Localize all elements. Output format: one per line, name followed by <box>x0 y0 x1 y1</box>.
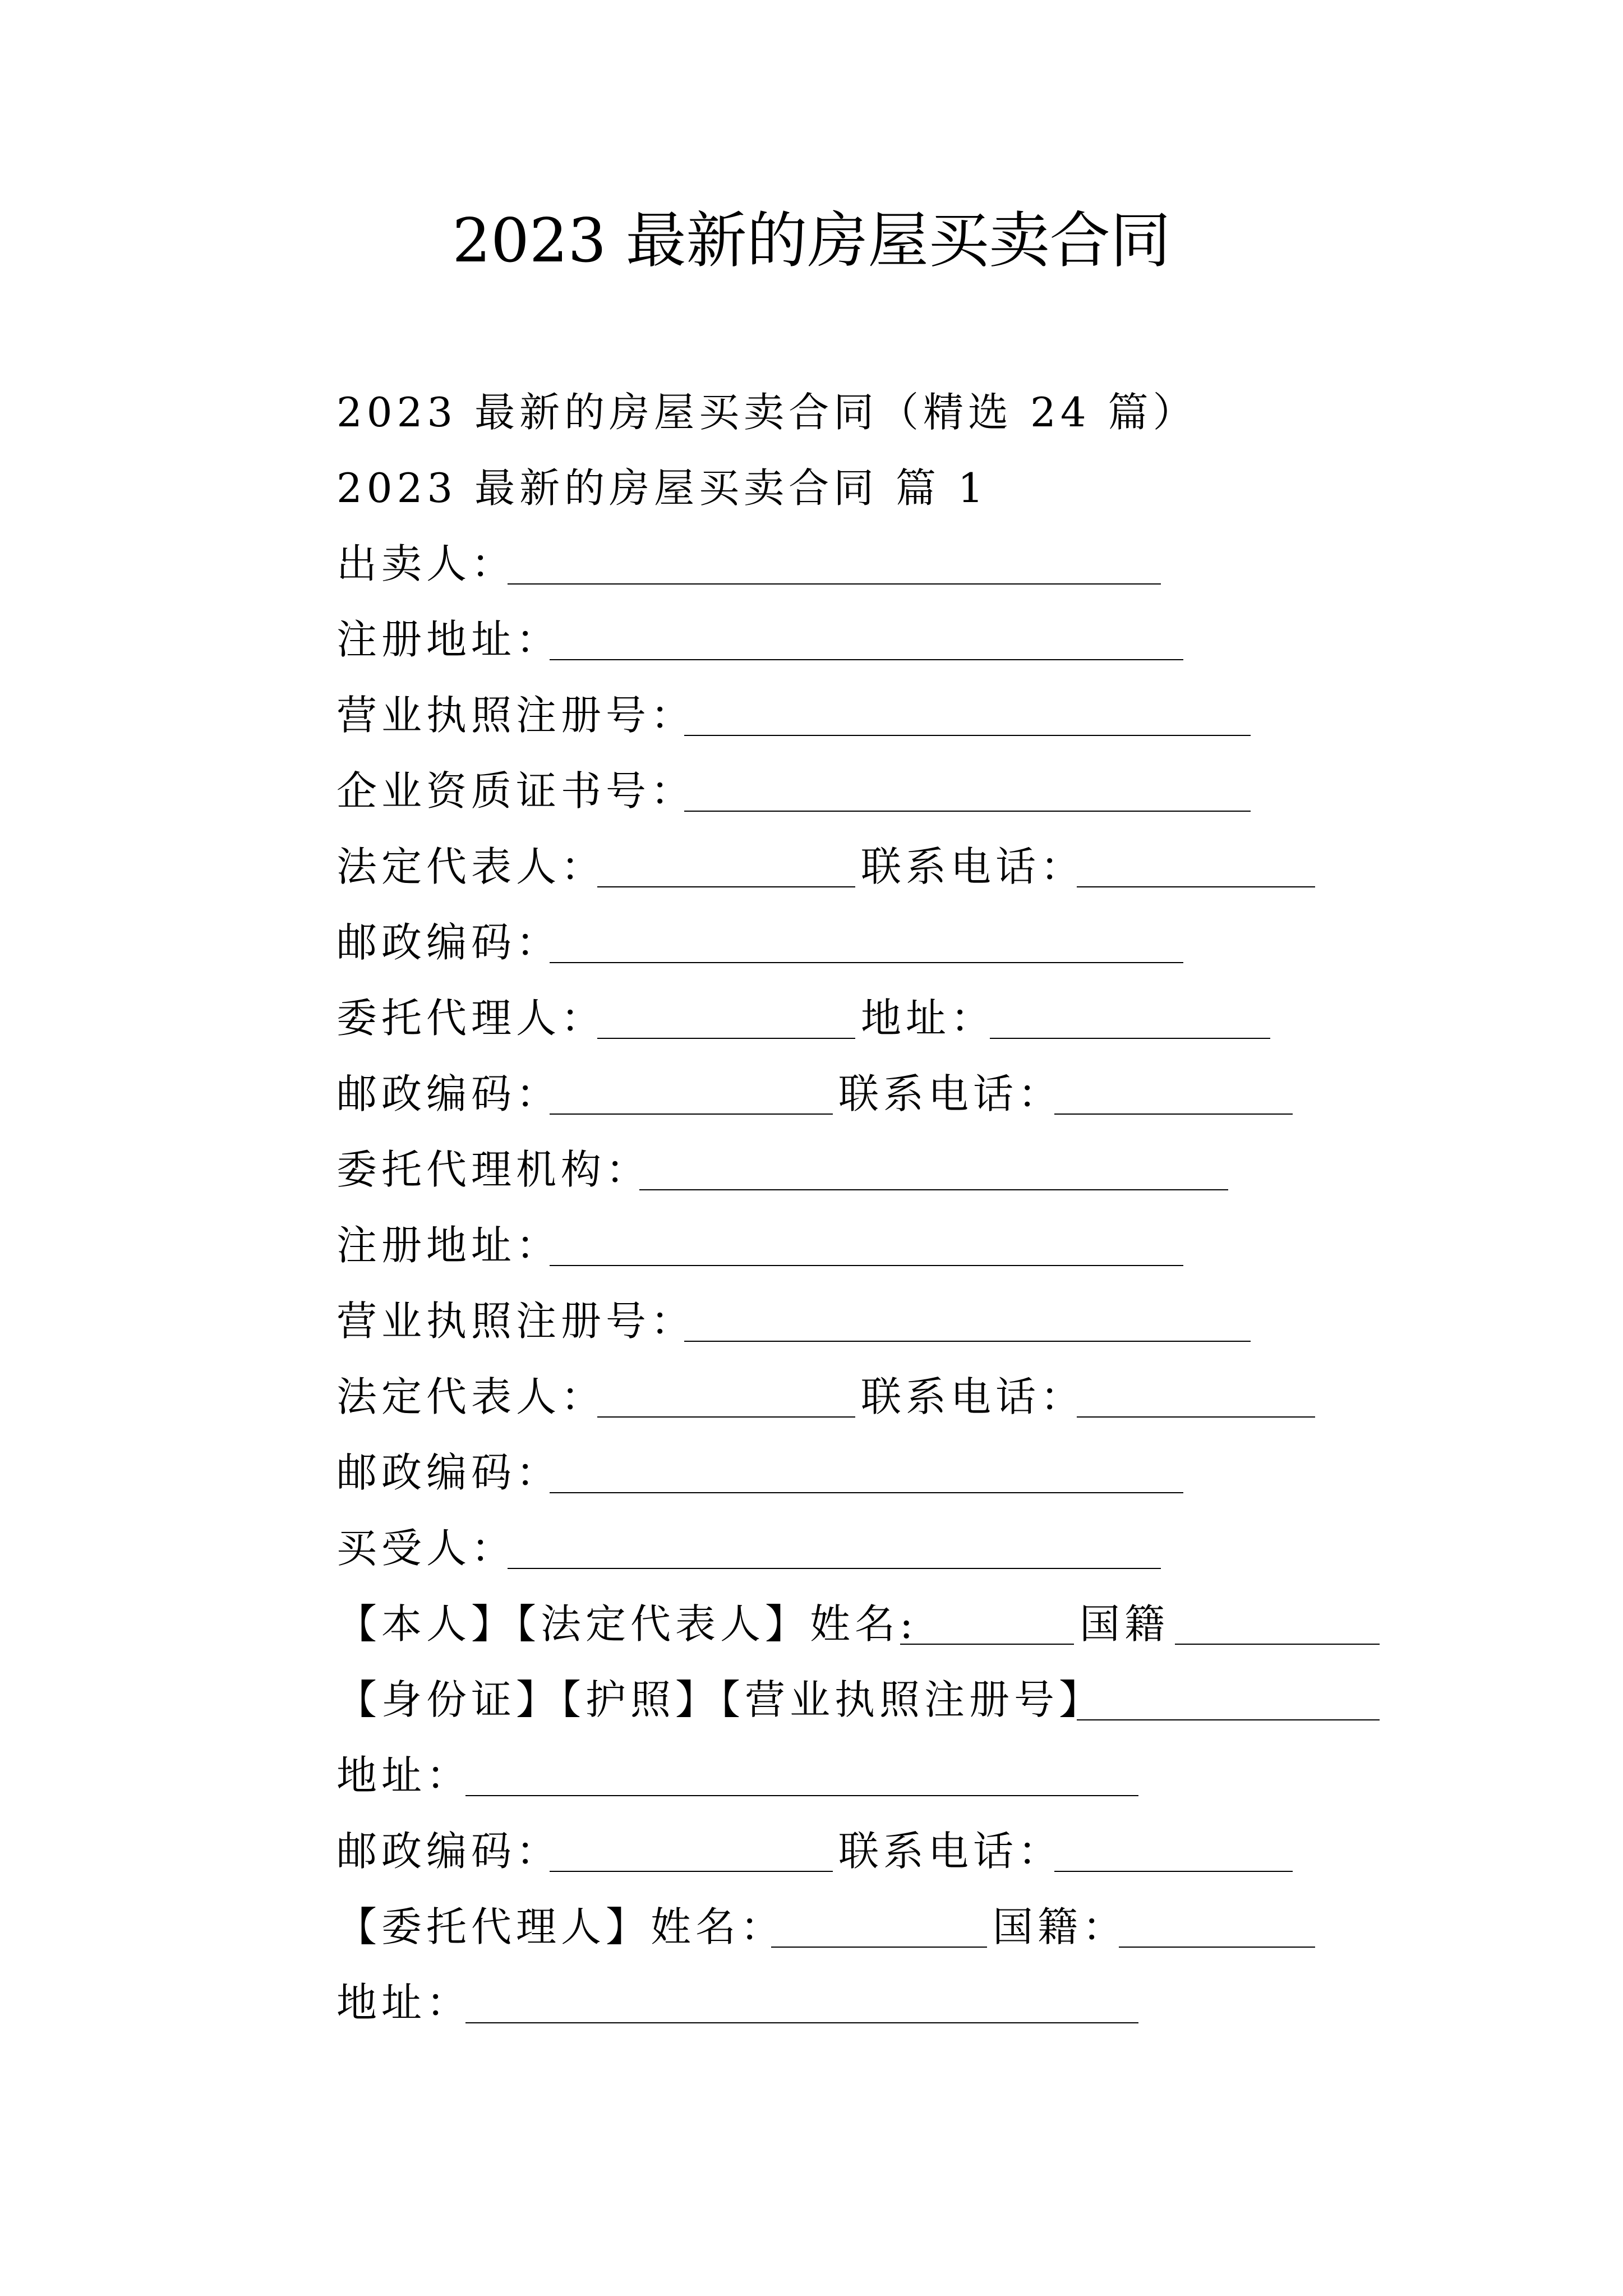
phone-blank[interactable] <box>1054 1114 1293 1115</box>
reg-address-blank[interactable] <box>550 659 1183 660</box>
address-blank[interactable] <box>990 1038 1270 1039</box>
document-title: 2023 最新的房屋买卖合同 <box>452 206 1171 276</box>
person-name-blank[interactable] <box>900 1644 1074 1645</box>
agent-blank[interactable] <box>597 1038 855 1039</box>
postcode-blank[interactable] <box>550 1871 833 1872</box>
address-label: 地址： <box>861 995 996 1042</box>
id-number-blank[interactable] <box>1077 1719 1380 1720</box>
address-label: 地址： <box>336 1979 472 2026</box>
phone-blank[interactable] <box>1077 1416 1315 1418</box>
buyer-blank[interactable] <box>508 1568 1161 1569</box>
nationality-blank[interactable] <box>1175 1644 1380 1645</box>
qualification-no-label: 企业资质证书号： <box>336 767 696 815</box>
postcode-label: 邮政编码： <box>336 1070 561 1117</box>
legal-rep-label: 法定代表人： <box>336 843 606 890</box>
phone-label: 联系电话： <box>838 1070 1063 1117</box>
nationality-blank[interactable] <box>1119 1947 1315 1948</box>
postcode-label: 邮政编码： <box>336 919 561 966</box>
license-no-label: 营业执照注册号： <box>336 692 696 739</box>
buyer-label: 买受人： <box>336 1525 517 1572</box>
section-heading: 2023 最新的房屋买卖合同 篇 1 <box>336 464 988 512</box>
reg-address-label: 注册地址： <box>336 1222 561 1269</box>
seller-blank[interactable] <box>508 583 1161 585</box>
agent-name-label: 【委托代理人】姓名： <box>336 1903 786 1950</box>
nationality-label: 国籍： <box>993 1903 1128 1950</box>
phone-label: 联系电话： <box>861 1373 1086 1420</box>
phone-blank[interactable] <box>1077 886 1315 887</box>
postcode-label: 邮政编码： <box>336 1828 561 1875</box>
agent-name-blank[interactable] <box>771 1947 987 1948</box>
id-types-label: 【身份证】【护照】【营业执照注册号】 <box>336 1676 1104 1723</box>
license-no-blank[interactable] <box>684 735 1251 736</box>
agency-blank[interactable] <box>639 1189 1228 1190</box>
address-blank[interactable] <box>465 1795 1138 1796</box>
address-label: 地址： <box>336 1752 472 1799</box>
postcode-blank[interactable] <box>550 1492 1183 1493</box>
postcode-blank[interactable] <box>550 1114 833 1115</box>
document-subtitle: 2023 最新的房屋买卖合同（精选 24 篇） <box>336 389 1198 436</box>
legal-rep-label: 法定代表人： <box>336 1373 606 1420</box>
license-no-blank[interactable] <box>684 1341 1251 1342</box>
reg-address-label: 注册地址： <box>336 616 561 663</box>
license-no-label: 营业执照注册号： <box>336 1297 696 1345</box>
agent-label: 委托代理人： <box>336 995 606 1042</box>
nationality-label: 国籍 <box>1080 1600 1170 1648</box>
phone-label: 联系电话： <box>838 1828 1063 1875</box>
seller-label: 出卖人： <box>336 540 517 587</box>
phone-label: 联系电话： <box>861 843 1086 890</box>
postcode-blank[interactable] <box>550 962 1183 963</box>
reg-address-blank[interactable] <box>550 1265 1183 1266</box>
postcode-label: 邮政编码： <box>336 1449 561 1496</box>
qualification-no-blank[interactable] <box>684 811 1251 812</box>
person-name-label: 【本人】【法定代表人】姓名: <box>336 1600 918 1648</box>
address-blank[interactable] <box>465 2022 1138 2023</box>
agency-label: 委托代理机构： <box>336 1146 651 1193</box>
phone-blank[interactable] <box>1054 1871 1293 1872</box>
legal-rep-blank[interactable] <box>597 886 855 887</box>
legal-rep-blank[interactable] <box>597 1416 855 1418</box>
